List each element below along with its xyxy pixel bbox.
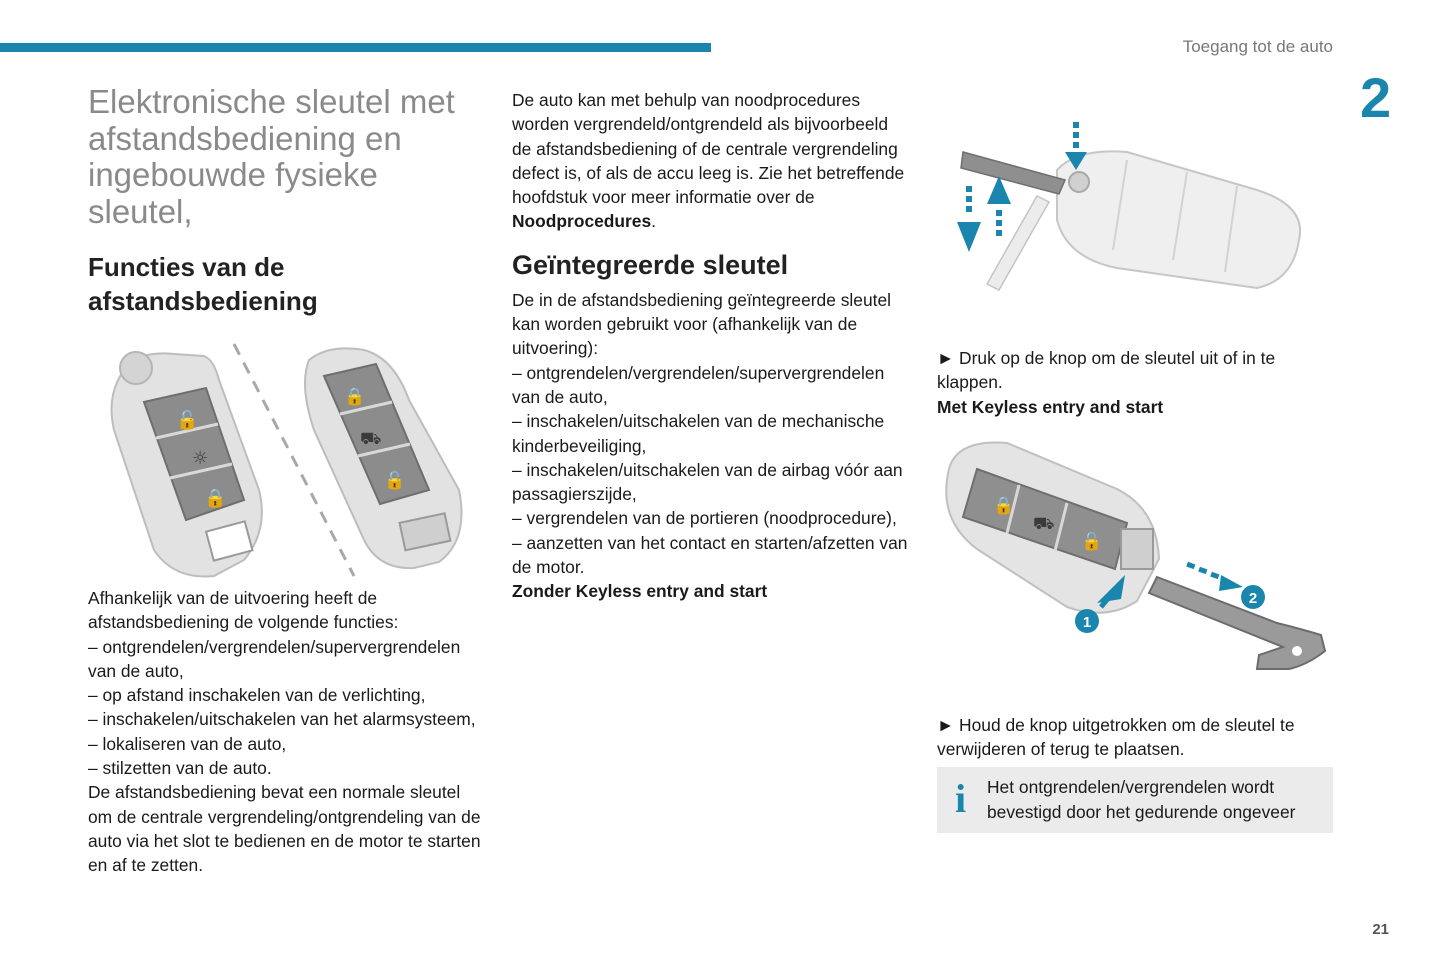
svg-text:🔒: 🔒	[344, 387, 366, 407]
functions-intro: Afhankelijk van de uitvoering heeft de afstandsbediening de volgende functies:	[88, 588, 399, 633]
column-right	[937, 110, 1337, 833]
svg-text:⛟: ⛟	[360, 429, 382, 449]
without-keyless-label: Zonder Keyless entry and start	[512, 581, 768, 602]
svg-text:🔓: 🔓	[1081, 531, 1103, 552]
use-item: – inschakelen/uitschakelen van de airbag vóór aan passagierszijde,	[512, 459, 903, 505]
function-item: – inschakelen/uitschakelen van het alarmsysteem,	[88, 709, 476, 730]
use-item: – vergrendelen van de portieren (noodprocedure),	[512, 508, 897, 529]
remote-key-illustration	[94, 340, 484, 580]
folded-key-image	[112, 352, 262, 576]
svg-text:⛟: ⛟	[1033, 513, 1055, 534]
remote-functions-heading: Functies van de afstandsbediening	[88, 252, 318, 316]
chapter-number: 2	[1360, 66, 1392, 129]
fold-arrows	[957, 176, 1011, 252]
functions-closing: De afstandsbediening bevat een normale sleutel om de centrale vergrendeling/ontgrendeling van de auto via het slot te bedienen en de motor te starten en af te zetten.	[88, 782, 481, 876]
emergency-paragraph	[512, 88, 912, 234]
svg-text:🔓: 🔓	[384, 471, 406, 491]
function-item: – ontgrendelen/vergrendelen/supervergrendelen van de auto,	[88, 636, 461, 681]
remove-instruction: ► Houd de knop uitgetrokken om de sleutel te verwijderen of terug te plaatsen.	[937, 714, 1295, 760]
flip-key-image	[961, 151, 1300, 290]
use-item: – inschakelen/uitschakelen van de mechanische kinderbeveiliging,	[512, 411, 885, 456]
emergency-text: De auto kan met behulp van noodprocedures worden vergrendeld/ontgrendeld als bijvoorbeeld de afstandsbediening of de centrale vergrendeling defect is, of als de accu leeg is. Zie het betreffende hoofdstuk voor meer informatie over de	[512, 90, 905, 208]
svg-text:1: 1	[1082, 613, 1092, 631]
column-left	[88, 80, 488, 878]
main-title: Elektronische sleutel met afstandsbediening en ingebouwde fysieke sleutel,	[88, 83, 455, 230]
emergency-suffix: .	[651, 211, 656, 232]
header-accent-bar	[0, 43, 711, 52]
svg-text:🔒: 🔒	[993, 495, 1015, 516]
emergency-procedures-ref: Noodprocedures	[512, 211, 652, 232]
function-item: – lokaliseren van de auto,	[88, 733, 287, 754]
with-keyless-label: Met Keyless entry and start	[937, 396, 1164, 417]
keyless-key-image	[305, 348, 462, 568]
info-box	[937, 767, 1333, 833]
svg-text:2: 2	[1248, 589, 1258, 607]
metal-key-blade-image	[1149, 577, 1325, 669]
pull-arrow	[1186, 562, 1243, 591]
page-number: 21	[1372, 921, 1389, 938]
section-title: Toegang tot de auto	[1182, 37, 1333, 56]
fold-key-illustration	[937, 110, 1317, 310]
svg-text:☼: ☼	[192, 448, 209, 469]
function-item: – op afstand inschakelen van de verlichting,	[88, 685, 426, 706]
callout-1	[1075, 609, 1099, 633]
callout-2	[1241, 585, 1265, 609]
keyless-fob-image	[946, 442, 1159, 612]
function-item: – stilzetten van de auto.	[88, 758, 272, 779]
integrated-key-heading: Geïntegreerde sleutel	[512, 249, 789, 280]
info-icon: i	[955, 776, 967, 822]
remove-key-illustration	[937, 429, 1337, 689]
use-item: – aanzetten van het contact en starten/afzetten van de motor.	[512, 532, 908, 578]
svg-text:🔒: 🔒	[204, 488, 227, 509]
fold-instruction: ► Druk op de knop om de sleutel uit of in te klappen.	[937, 348, 1276, 393]
use-item: – ontgrendelen/vergrendelen/supervergrendelen van de auto,	[512, 362, 885, 407]
info-text: Het ontgrendelen/vergrendelen wordt bevestigd door het gedurende ongeveer	[987, 777, 1296, 822]
integrated-key-intro: De in de afstandsbediening geïntegreerde sleutel kan worden gebruikt voor (afhankelijk van de uitvoering):	[512, 289, 892, 359]
column-middle	[512, 88, 912, 604]
svg-text:🔓: 🔓	[176, 410, 199, 431]
